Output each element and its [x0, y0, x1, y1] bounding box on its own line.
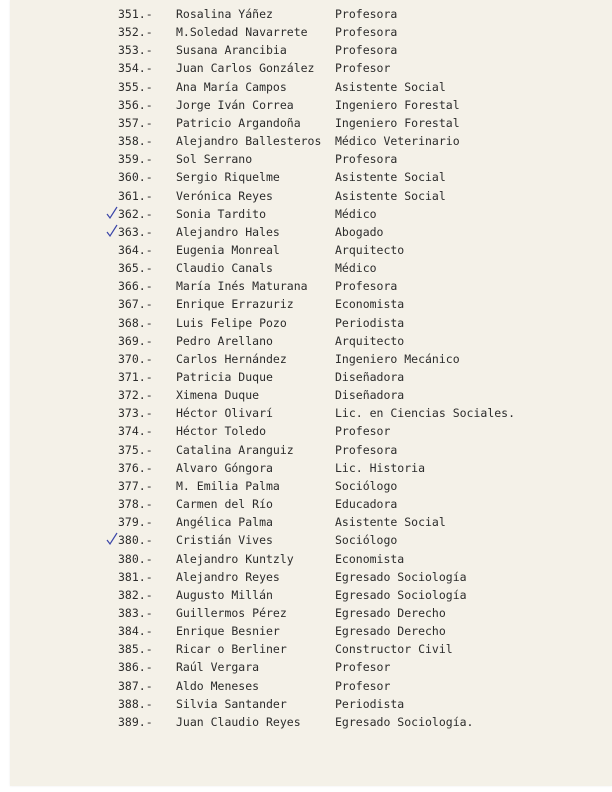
entry-profession: Egresado Sociología — [335, 569, 467, 584]
list-item — [10, 150, 610, 168]
entry-profession: Médico — [335, 206, 377, 221]
entry-name: Patricio Argandoña — [176, 115, 301, 130]
entry-profession: Egresado Sociología. — [335, 714, 474, 729]
list-item — [10, 604, 610, 622]
entry-profession: Profesora — [335, 279, 398, 294]
entry-name: Ana María Campos — [176, 79, 287, 94]
list-item — [10, 59, 610, 77]
list-item — [10, 477, 610, 495]
entry-profession: Profesor — [335, 424, 391, 439]
entry-name: Sonia Tardito — [176, 206, 267, 221]
entry-number: 354.- — [118, 61, 153, 76]
list-item — [10, 332, 610, 350]
entry-number: 372.- — [118, 388, 153, 403]
entry-name: Carlos Hernández — [176, 351, 287, 366]
entry-number: 351.- — [118, 7, 153, 21]
list-item — [10, 677, 610, 695]
entry-name: Juan Claudio Reyes — [176, 714, 301, 729]
list-item — [10, 168, 610, 186]
entry-number: 370.- — [118, 351, 153, 366]
entry-number: 357.- — [118, 115, 153, 130]
entry-number: 363.- — [118, 224, 153, 239]
entry-profession: Médico — [335, 261, 377, 276]
entry-profession: Sociólogo — [335, 533, 398, 548]
entry-profession: Médico Veterinario — [335, 134, 460, 149]
entry-profession: Educadora — [335, 497, 398, 512]
entry-profession: Ingeniero Mecánico — [335, 351, 460, 366]
list-item — [10, 531, 610, 549]
list-item — [10, 350, 610, 368]
list-item — [10, 404, 610, 422]
entry-name: M.Soledad Navarrete — [176, 25, 308, 40]
entry-number: 383.- — [118, 605, 153, 620]
entry-name: Patricia Duque — [176, 370, 273, 384]
list-item — [10, 695, 610, 713]
entry-number: 380.- — [118, 551, 153, 566]
entry-profession: Lic. en Ciencias Sociales. — [335, 406, 516, 421]
entry-name: Rosalina Yáñez — [176, 7, 273, 21]
entry-profession: Asistente Social — [335, 188, 446, 203]
entry-name: Ximena Duque — [176, 388, 260, 403]
entry-number: 362.- — [118, 206, 153, 221]
list-item — [10, 295, 610, 313]
entry-number: 384.- — [118, 624, 153, 639]
entry-number: 377.- — [118, 478, 153, 493]
entry-name: Héctor Olivarí — [176, 406, 273, 421]
entry-name: Alejandro Hales — [176, 224, 280, 239]
entry-name: Alejandro Ballesteros — [176, 134, 322, 149]
entry-name: Guillermos Pérez — [176, 605, 287, 620]
list-item — [10, 640, 610, 658]
entry-number: 352.- — [118, 25, 153, 40]
entry-profession: Asistente Social — [335, 515, 446, 530]
list-item — [10, 314, 610, 332]
entry-profession: Ingeniero Forestal — [335, 97, 460, 112]
entry-profession: Economista — [335, 551, 405, 566]
entry-name: Héctor Toledo — [176, 424, 267, 439]
document-page — [10, 0, 612, 786]
entry-profession: Asistente Social — [335, 79, 446, 94]
list-item — [10, 441, 610, 459]
entry-number: 367.- — [118, 297, 153, 312]
entry-name: Enrique Errazuriz — [176, 297, 294, 312]
entry-profession: Profesor — [335, 660, 391, 675]
entry-name: Susana Arancibia — [176, 43, 287, 58]
entry-number: 360.- — [118, 170, 153, 185]
entry-name: Claudio Canals — [176, 261, 273, 276]
entry-number: 359.- — [118, 152, 153, 167]
list-item — [10, 114, 610, 132]
entry-profession: Abogado — [335, 224, 384, 239]
list-item — [10, 205, 610, 223]
entry-profession: Profesora — [335, 442, 398, 457]
entry-profession: Periodista — [335, 696, 405, 711]
entry-name: Silvia Santander — [176, 696, 287, 711]
entry-number: 376.- — [118, 460, 153, 475]
entry-profession: Profesor — [335, 61, 391, 76]
entry-name: Luis Felipe Pozo — [176, 315, 287, 330]
entry-name: Carmen del Río — [176, 497, 273, 512]
entry-name: María Inés Maturana — [176, 279, 308, 294]
entry-number: 371.- — [118, 370, 153, 384]
entry-name: Sol Serrano — [176, 152, 253, 167]
entry-number: 364.- — [118, 242, 153, 257]
list-item — [10, 41, 610, 59]
entry-profession: Asistente Social — [335, 170, 446, 185]
list-item — [10, 5, 610, 23]
entry-name: Enrique Besnier — [176, 624, 280, 639]
entry-profession: Profesora — [335, 25, 398, 40]
entry-name: Aldo Meneses — [176, 678, 260, 693]
list-item — [10, 568, 610, 586]
entry-number: 358.- — [118, 134, 153, 149]
entry-profession: Arquitecto — [335, 242, 405, 257]
entry-profession: Profesora — [335, 152, 398, 167]
list-item — [10, 259, 610, 277]
entry-number: 356.- — [118, 97, 153, 112]
entry-profession: Diseñadora — [335, 370, 405, 384]
entry-name: Angélica Palma — [176, 515, 273, 530]
entry-number: 386.- — [118, 660, 153, 675]
list-item — [10, 422, 610, 440]
entry-number: 365.- — [118, 261, 153, 276]
list-item — [10, 386, 610, 404]
list-item — [10, 78, 610, 96]
entry-number: 387.- — [118, 678, 153, 693]
list-item — [10, 495, 610, 513]
entry-profession: Profesora — [335, 43, 398, 58]
entry-name: Augusto Millán — [176, 587, 273, 602]
entry-name: Alejandro Reyes — [176, 569, 280, 584]
entry-name: Alejandro Kuntzly — [176, 551, 294, 566]
list-item — [10, 713, 610, 731]
entry-profession: Profesora — [335, 7, 398, 21]
entry-name: Jorge Iván Correa — [176, 97, 294, 112]
entry-profession: Lic. Historia — [335, 460, 426, 475]
entry-number: 369.- — [118, 333, 153, 348]
list-item — [10, 586, 610, 604]
entry-name: Ricar o Berliner — [176, 642, 287, 657]
entry-profession: Diseñadora — [335, 388, 405, 403]
entry-profession: Profesor — [335, 678, 391, 693]
entry-number: 379.- — [118, 515, 153, 530]
entry-profession: Egresado Derecho — [335, 624, 446, 639]
check-mark-icon — [106, 532, 118, 546]
entry-profession: Constructor Civil — [335, 642, 453, 657]
list-item — [10, 187, 610, 205]
entry-name: Eugenia Monreal — [176, 242, 280, 257]
check-mark-icon — [106, 224, 118, 238]
entry-name: Alvaro Góngora — [176, 460, 273, 475]
entry-number: 373.- — [118, 406, 153, 421]
list-item — [10, 368, 610, 386]
entry-name: M. Emilia Palma — [176, 478, 280, 493]
entry-name: Juan Carlos González — [176, 61, 315, 76]
entry-number: 366.- — [118, 279, 153, 294]
list-item — [10, 459, 610, 477]
list-item — [10, 277, 610, 295]
entry-name: Pedro Arellano — [176, 333, 273, 348]
entry-name: Cristián Vives — [176, 533, 273, 548]
entry-profession: Arquitecto — [335, 333, 405, 348]
list-item — [10, 132, 610, 150]
entry-name: Raúl Vergara — [176, 660, 260, 675]
entry-number: 375.- — [118, 442, 153, 457]
list-item — [10, 550, 610, 568]
list-item — [10, 23, 610, 41]
check-mark-icon — [106, 206, 118, 220]
entry-number: 385.- — [118, 642, 153, 657]
entry-number: 361.- — [118, 188, 153, 203]
entry-number: 380.- — [118, 533, 153, 548]
list-item — [10, 96, 610, 114]
list-item — [10, 241, 610, 259]
entry-number: 378.- — [118, 497, 153, 512]
entry-profession: Ingeniero Forestal — [335, 115, 460, 130]
list-item — [10, 658, 610, 676]
entry-number: 381.- — [118, 569, 153, 584]
entry-number: 355.- — [118, 79, 153, 94]
entry-number: 388.- — [118, 696, 153, 711]
entry-profession: Egresado Sociología — [335, 587, 467, 602]
entry-name: Sergio Riquelme — [176, 170, 280, 185]
entry-name: Catalina Aranguiz — [176, 442, 294, 457]
entry-profession: Periodista — [335, 315, 405, 330]
entry-number: 353.- — [118, 43, 153, 58]
list-item — [10, 513, 610, 531]
entry-name: Verónica Reyes — [176, 188, 273, 203]
entry-number: 374.- — [118, 424, 153, 439]
entry-profession: Sociólogo — [335, 478, 398, 493]
entry-number: 382.- — [118, 587, 153, 602]
entry-profession: Economista — [335, 297, 405, 312]
list-item — [10, 622, 610, 640]
entry-profession: Egresado Derecho — [335, 605, 446, 620]
list-item — [10, 223, 610, 241]
entry-number: 368.- — [118, 315, 153, 330]
entry-number: 389.- — [118, 714, 153, 729]
